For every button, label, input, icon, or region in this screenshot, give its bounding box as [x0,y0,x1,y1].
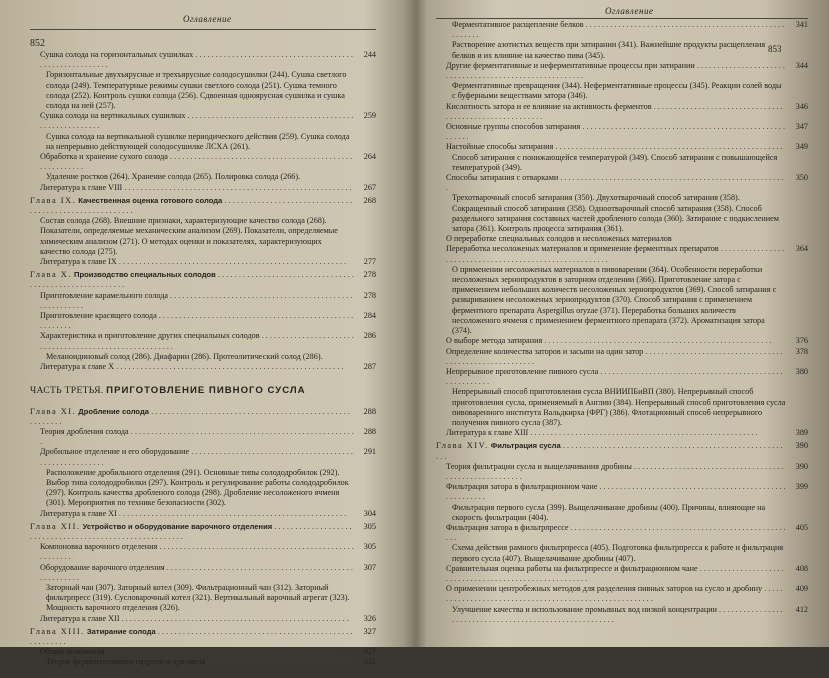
toc-entry [30,331,376,351]
entry-page-number: 364 [795,244,808,254]
entry-title: Непрерывное приготовление пивного сусла . . . [446,367,782,386]
entry-title: Меланоидиновый солод (286). Диафарин (286). Протеолитический солод (286). [46,351,323,361]
toc-entry [30,311,376,331]
right-page [418,0,829,647]
chapter-label: Глава XIV. [436,441,489,451]
entry-page-number: 305 [363,542,376,552]
entry-page-number: 286 [363,331,376,341]
toc-entry [436,428,808,438]
chapter-name: Фильтрация сусла [490,441,561,451]
entry-title: Фильтрация первого сусла (399). Выщелачивание дробины (400). Причины, влияющие на скорость фильтрации (404). [452,502,766,522]
chapter-name: Производство специальных солодов [74,270,216,280]
header-rule [436,18,808,19]
entry-title: Дробильное отделение и его оборудование . . . [40,447,353,466]
entry-title: О применении центробежных методов для разделения пивных заторов на сусло и дробину . . . [446,584,783,603]
entry-page-number: 346 [795,101,808,111]
entry-title: Определение количества заторов и засыпи на один затор . . . [446,347,782,366]
toc-entry [30,152,376,172]
toc-entry [30,216,376,257]
entry-page-number: 412 [795,604,808,614]
entry-page-number: 331 [363,657,376,667]
header-rule [30,29,376,30]
entry-title: Улучшение качества и использование промывных вод низкой концентрации . . . [452,605,783,624]
toc-entry [30,542,376,562]
entry-title [436,441,783,460]
toc-entry [30,427,376,447]
toc-entry [30,172,376,182]
entry-page-number: 378 [795,346,808,356]
toc-entries [436,20,808,625]
entry-title: Обработка и хранение сухого солода . . . [40,152,352,171]
entry-page-number: 405 [795,522,808,532]
entry-page-number: 268 [363,195,376,205]
toc-entry [436,173,808,193]
toc-entry [436,387,808,428]
toc-entry [30,614,376,624]
entry-title: Заторный чан (307). Заторный котел (309). Фильтрационный чан (312). Заторный фильтрпресс (319). Сусловарочный котел (321). Вертикальный варочный агрегат (323). Мощность варочного отделения (326). [46,582,350,613]
entry-title: Фильтрация затора в фильтрпрессе . . . [446,523,786,542]
entry-page-number: 259 [363,111,376,121]
toc-entry [436,584,808,604]
entry-page-number: 341 [795,20,808,29]
entry-title: Литература к главе VIII . . . [40,183,352,192]
chapter-heading [30,196,376,216]
entry-title: Приготовление красящего солода . . . [40,311,353,330]
entry-title: Основные группы способов затирания . . . [446,122,785,141]
toc-entry [30,50,376,70]
entry-page-number: 347 [795,122,808,132]
left-page [0,0,412,667]
entry-title: Ферментативные превращения (344). Неферментативные процессы (345). Реакции солей воды с буферными веществами затора (346). [452,81,782,101]
toc-entry [436,40,808,60]
page-number: 852 [30,38,45,49]
toc-entry [30,257,376,267]
entry-title: Теория ферментативного гидролиза крахмала . . . [46,657,353,676]
toc-entry [30,509,376,519]
toc-entry [436,564,808,584]
entry-title: Способ затирания с понижающейся температурой (349). Способ затирания с повышающейся температурой (349). [452,152,778,172]
entry-title: Удаление ростков (264). Хранение солода (265). Полировка солода (266). [46,172,301,182]
entry-page-number: 278 [363,270,376,280]
entry-title: Переработка несоложеных материалов и применение ферментных препаратов . . . [446,244,784,263]
entry-page-number: 267 [363,182,376,192]
entry-title: Компоновка варочного отделения . . . [40,542,354,561]
toc-entry [30,563,376,583]
chapter-heading [30,270,376,290]
entry-title: Способы затирания с отварками . . . [446,173,783,192]
entry-title: Непрерывный способ приготовления сусла ВНИИПБиВП (380). Непрерывный способ приготовления сусла, применяемый в Англии (384). Непрерывный способ приготовления сусла пивоваренного института Вальдкирха (ФРГ) (386). Флотационный способ непрерывного получения пивного сусла (387). [452,387,786,427]
entry-title: Оборудование варочного отделения . . . [40,563,353,582]
entry-title: Горизонтальные двухъярусные и трехъярусные солодосушилки (244). Сушка светлого солода (249). Температурные режимы сушки светлого солода (251). Сушка темного солода (252). Контроль сушки солода (256). Сдвоенная одноярусная сушилка и сушка солода на ней (257). [46,70,347,111]
chapter-name: Дробление солода [78,406,149,416]
entry-page-number: 244 [363,50,376,59]
entry-title: О выборе метода затирания . . . [446,336,771,345]
toc-entry [30,111,376,131]
entry-title: Литература к главе X . . . [40,362,343,371]
toc-entry [436,336,808,346]
entry-page-number: 376 [795,336,808,346]
entry-title: Теория фильтрации сусла и выщелачивания дробины . . . [446,462,783,481]
toc-entry [436,367,808,387]
entry-title: Другие ферментативные и неферментативные процессы при затирании . . . [446,61,785,80]
entry-title: О переработке специальных солодов и несоложеных материалов [446,234,672,244]
toc-entry [30,468,376,509]
entry-title: Литература к главе IX . . . [40,257,346,266]
chapter-name: Затирание солода [86,626,156,636]
entry-title: Сравнительная оценка работы на фильтрпрессе и фильтрационном чане . . . [446,564,784,583]
toc-entry [436,153,808,173]
entry-title [30,385,306,396]
toc-entry [30,362,376,372]
entry-page-number: 304 [363,508,376,518]
entry-title [30,627,352,646]
entry-title: Характеристика и приготовление других специальных солодов . . . [40,331,354,350]
toc-entries [30,50,376,678]
entry-title: Схема действия рамного фильтрпресса (405). Подготовка фильтрпресса к работе и фильтрация первого сусла (407). Выщелачивание дробины (407). [452,543,784,563]
entry-title: Сушка солода на горизонтальных сушилках . . . [40,50,353,69]
entry-page-number: 349 [795,142,808,152]
toc-entry [30,447,376,467]
entry-page-number: 287 [363,362,376,372]
entry-title [30,522,352,541]
entry-title: Сушка солода на вертикальной сушилке периодического действия (259). Сушка солода на непрерывно действующей солодосушилке ЛСХА (261). [46,131,350,151]
toc-entry [436,503,808,523]
entry-title: Трехотварочный способ затирания (350). Двухотварочный способ затирания (358). Сокращенный способ затирания (358). Одноотварочный способ затирания (358). Способ раздельного затирания составных частей дробленого солода (360). Затирание с подкислением затора (361). Контроль процесса затирания (361). [452,193,779,234]
toc-entry [30,647,376,657]
toc-entry [30,291,376,311]
toc-entry [436,20,808,40]
entry-page-number: 307 [363,562,376,572]
entry-title [30,196,352,215]
entry-page-number: 408 [795,563,808,573]
entry-page-number: 327 [363,647,376,657]
chapter-label: ЧАСТЬ ТРЕТЬЯ. [30,385,104,397]
toc-entry [436,61,808,81]
entry-title: Общие положения . . . [40,647,334,656]
entry-title: Литература к главе XII . . . [40,614,349,623]
entry-title: Ферментативное расщепление белков . . . [452,20,784,39]
entry-title: Фильтрация затора в фильтрационном чане . . . [446,482,786,501]
chapter-label: Глава XIII. [30,626,85,636]
entry-page-number: 288 [363,406,376,416]
chapter-name: ПРИГОТОВЛЕНИЕ ПИВНОГО СУСЛА [106,385,306,397]
entry-title: Состав солода (268). Внешние признаки, характеризующие качество солода (268). Показатели, определяемые механическим анализом (269). Показатели, определяемые химическим анализом (271). О методах оценки и показателях, характеризующих качество солода (275). [40,216,338,256]
toc-entry [436,462,808,482]
entry-title: Приготовление карамельного солода . . . [40,291,352,310]
toc-entry [436,234,808,244]
running-header: Оглавление [605,6,654,16]
chapter-heading [30,522,376,542]
entry-title: Кислотность затора и ее влияние на активность ферментов . . . [446,102,783,121]
entry-page-number: 390 [795,461,808,471]
toc-entry [30,583,376,614]
toc-entry [436,122,808,142]
entry-title: Литература к главе XI . . . [40,509,346,518]
chapter-heading [30,407,376,427]
entry-title: Теория дробления солода . . . [40,427,354,446]
toc-entry [436,102,808,122]
chapter-heading [30,627,376,647]
toc-entry [30,70,376,111]
entry-page-number: 350 [795,173,808,183]
toc-entry [436,142,808,152]
entry-title: Литература к главе XIII . . . [446,428,758,437]
part-heading [30,386,376,396]
toc-entry [436,265,808,336]
entry-page-number: 344 [795,60,808,70]
chapter-name: Качественная оценка готового солода [78,195,223,205]
page-number: 853 [768,44,782,54]
entry-page-number: 389 [795,428,808,438]
entry-page-number: 326 [363,613,376,623]
running-header: Оглавление [183,14,232,24]
entry-page-number: 277 [363,257,376,267]
entry-title: Настойные способы затирания . . . [446,142,783,151]
entry-title [30,270,354,289]
entry-title [30,407,350,426]
chapter-name: Устройство и оборудование варочного отделения [82,521,273,531]
toc-entry [436,244,808,264]
toc-entry [436,193,808,234]
entry-title: О применении несоложеных материалов в пивоварении (364). Особенности переработки несоложеных зернопродуктов в заторном отделении (366). Приготовление затора с применением небольших количеств несоложеных зернопродуктов (369). Способ затирания с развариванием несоложеных зернопродуктов (370). Способ затирания с применением ферментного препарата Aspergillus oryzae (371). Переработка больших количеств несоложеного ячменя с применением ферментного препарата (372). Ароматизация затора (374). [452,264,777,336]
entry-page-number: 305 [363,521,376,531]
entry-page-number: 390 [795,441,808,451]
toc-entry [436,543,808,563]
toc-entry [30,132,376,152]
entry-title: Сушка солода на вертикальных сушилках . . . [40,111,353,130]
toc-entry [436,482,808,502]
entry-page-number: 284 [363,311,376,321]
entry-page-number: 327 [363,626,376,636]
entry-page-number: 264 [363,152,376,162]
entry-page-number: 288 [363,426,376,436]
entry-title: Растворение азотистых веществ при затирании (341). Важнейшие продукты расщепления белков и их влияние на качество пива (345). [452,40,766,60]
toc-entry [436,347,808,367]
chapter-label: Глава IX. [30,195,77,205]
toc-entry [30,352,376,362]
chapter-heading [436,441,808,461]
chapter-label: Глава XII. [30,521,81,531]
toc-entry [436,523,808,543]
entry-page-number: 399 [795,482,808,492]
gutter-shadow [405,0,427,647]
toc-entry [436,605,808,625]
chapter-label: Глава XI. [30,406,77,416]
entry-page-number: 291 [363,447,376,457]
toc-entry [436,81,808,101]
entry-page-number: 380 [795,366,808,376]
entry-page-number: 409 [795,584,808,594]
entry-title: Расположение дробильного отделения (291). Основные типы солододробилок (292). Выбор типа солододробилки (297). Контроль и регулирование работы солододробилок (297). Контроль качества дробленого солода (298). Дробление несоложеного ячменя (301). Мероприятия по технике безопасности (302). [46,467,349,508]
toc-entry [30,657,376,677]
entry-page-number: 278 [363,290,376,300]
toc-entry [30,183,376,193]
chapter-label: Глава X. [30,270,72,280]
